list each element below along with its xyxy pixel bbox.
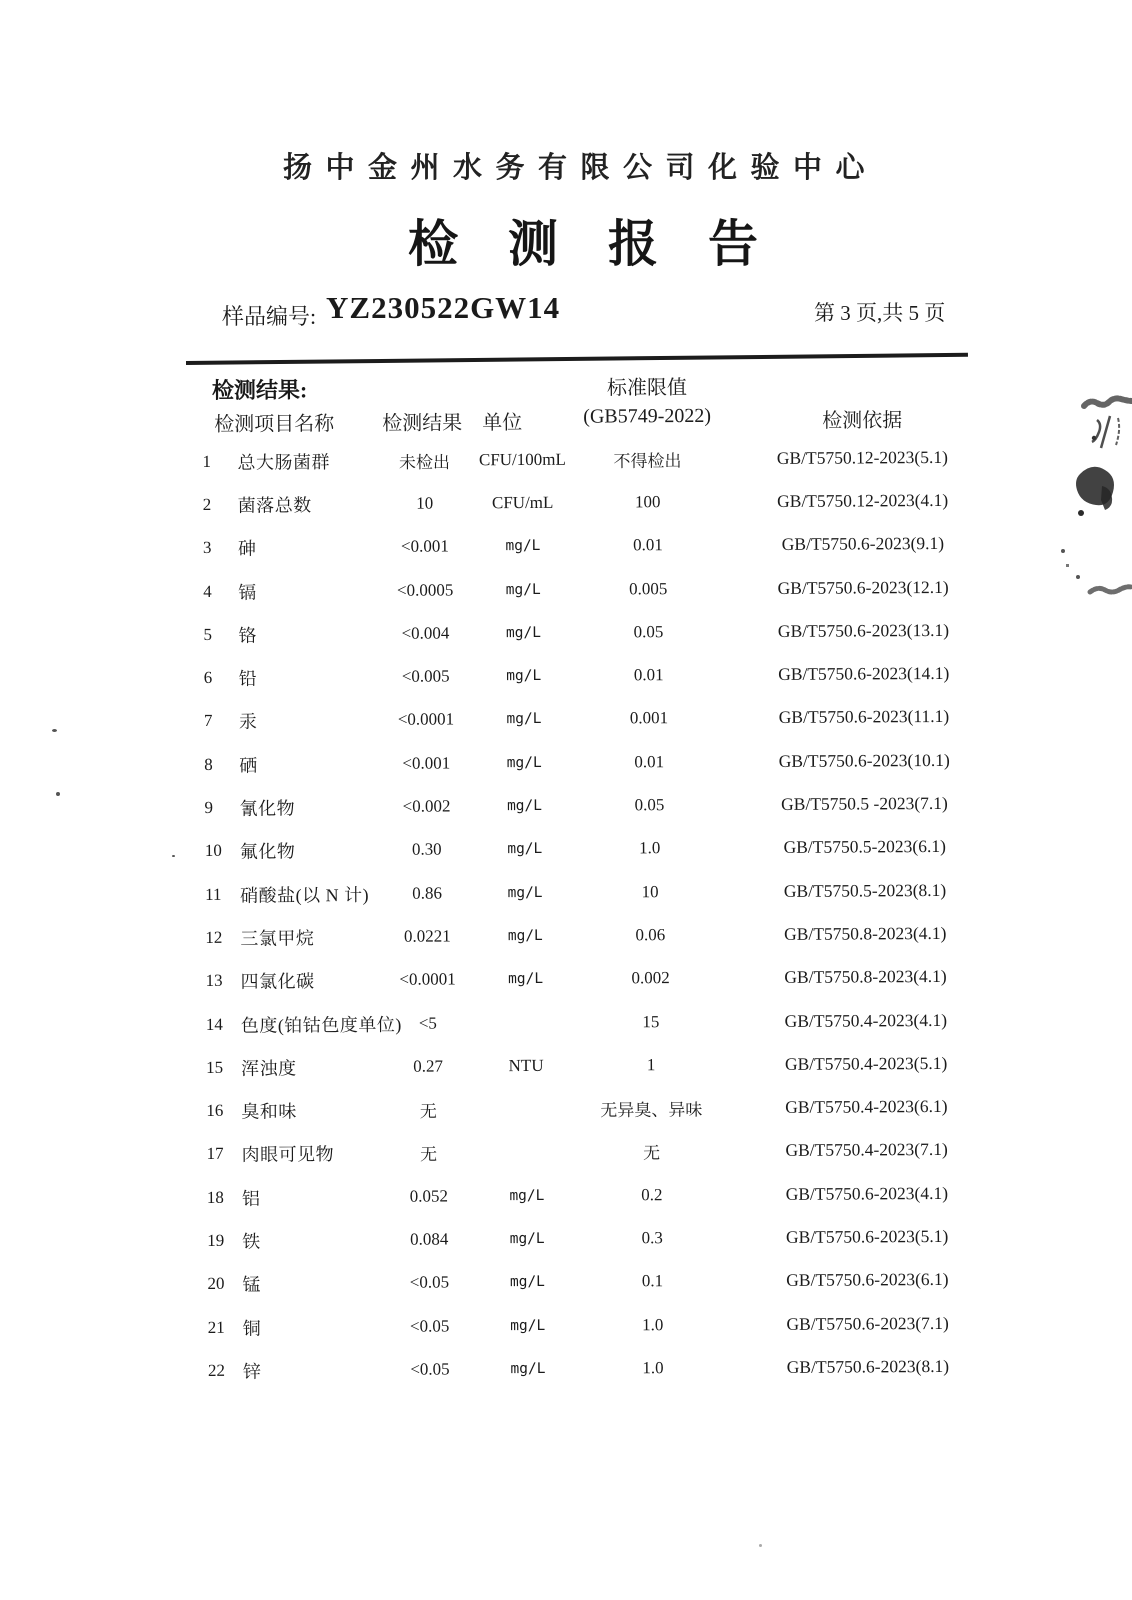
item-limit: 0.05 xyxy=(633,621,664,642)
item-unit: mg/L xyxy=(509,1187,545,1204)
dust-speck xyxy=(172,855,175,857)
sample-number-value: YZ230522GW14 xyxy=(326,290,561,325)
item-limit: 1.0 xyxy=(642,1314,664,1334)
column-header-limit-line2: (GB5749-2022) xyxy=(583,404,712,428)
item-limit: 1.0 xyxy=(642,1358,664,1378)
item-name: 臭和味 xyxy=(241,1101,297,1122)
item-unit: mg/L xyxy=(510,1317,546,1334)
item-basis: GB/T5750.6-2023(12.1) xyxy=(777,576,949,598)
item-basis: GB/T5750.5-2023(6.1) xyxy=(783,836,947,858)
item-basis: GB/T5750.12-2023(5.1) xyxy=(776,446,948,468)
row-number: 11 xyxy=(204,884,222,904)
table-row xyxy=(200,955,990,1003)
page-indicator: 第 3 页,共 5 页 xyxy=(814,301,946,325)
item-unit: mg/L xyxy=(509,1230,545,1248)
table-row xyxy=(201,1041,991,1089)
row-number: 20 xyxy=(207,1274,225,1294)
item-basis: GB/T5750.4-2023(4.1) xyxy=(784,1009,948,1031)
item-basis: GB/T5750.6-2023(11.1) xyxy=(778,706,950,728)
column-header-limit-line1: 标准限值 xyxy=(606,377,688,400)
item-limit: 0.01 xyxy=(634,751,665,772)
dust-speck xyxy=(56,792,60,796)
column-header-basis: 检测依据 xyxy=(822,409,903,433)
item-result: 未检出 xyxy=(398,452,450,472)
dust-speck xyxy=(52,729,57,732)
item-limit: 0.06 xyxy=(635,925,666,945)
item-limit: 0.005 xyxy=(629,578,668,598)
item-name: 铅 xyxy=(238,668,258,689)
item-result: 10 xyxy=(416,493,434,513)
item-unit: mg/L xyxy=(506,754,542,771)
item-result: <5 xyxy=(418,1013,437,1033)
item-result: 0.084 xyxy=(409,1229,449,1249)
table-row xyxy=(203,1344,993,1392)
item-result: 无 xyxy=(419,1102,437,1122)
item-limit: 不得检出 xyxy=(613,451,682,471)
item-unit: mg/L xyxy=(510,1360,546,1377)
row-number: 5 xyxy=(203,624,213,644)
item-result: 无 xyxy=(420,1145,438,1165)
table-row xyxy=(198,478,988,526)
item-limit: 1 xyxy=(646,1055,656,1075)
item-unit: mg/L xyxy=(505,538,541,555)
item-name: 铝 xyxy=(241,1188,261,1209)
item-name: 菌落总数 xyxy=(237,495,312,516)
item-basis: GB/T5750.4-2023(7.1) xyxy=(785,1139,948,1161)
item-basis: GB/T5750.12-2023(4.1) xyxy=(777,489,949,511)
item-name: 三氯甲烷 xyxy=(240,928,315,949)
item-unit: mg/L xyxy=(507,884,543,901)
item-result: <0.05 xyxy=(409,1272,450,1293)
table-row xyxy=(199,738,989,786)
dust-speck xyxy=(759,1544,762,1547)
results-rows xyxy=(197,435,993,1392)
item-result: <0.001 xyxy=(402,753,451,773)
table-row xyxy=(200,868,990,916)
item-name: 铜 xyxy=(242,1318,262,1339)
item-limit: 15 xyxy=(642,1011,660,1031)
item-limit: 1.0 xyxy=(639,838,661,858)
item-result: <0.0001 xyxy=(399,969,456,989)
item-limit: 无 xyxy=(643,1144,661,1164)
row-number: 19 xyxy=(207,1230,225,1250)
column-header-item-name: 检测项目名称 xyxy=(214,413,335,436)
row-number: 2 xyxy=(202,494,212,514)
item-unit: mg/L xyxy=(506,711,542,728)
item-basis: GB/T5750.5 -2023(7.1) xyxy=(781,792,948,814)
item-result: <0.0005 xyxy=(396,579,454,600)
column-header-unit: 单位 xyxy=(482,412,523,435)
item-unit: mg/L xyxy=(507,797,543,815)
item-basis: GB/T5750.8-2023(4.1) xyxy=(784,922,947,944)
item-limit: 0.001 xyxy=(629,708,669,728)
row-number: 8 xyxy=(204,754,213,774)
item-limit: 0.2 xyxy=(641,1184,663,1204)
item-limit: 0.1 xyxy=(641,1271,664,1291)
item-name: 四氯化碳 xyxy=(240,971,315,992)
item-name: 硝酸盐(以 N 计) xyxy=(239,884,370,906)
item-name: 氰化物 xyxy=(239,798,296,819)
item-name: 锌 xyxy=(242,1361,262,1382)
sample-number-label: 样品编号: xyxy=(222,304,317,329)
table-row xyxy=(200,825,990,873)
table-row xyxy=(201,1085,991,1133)
item-unit: mg/L xyxy=(509,1274,545,1291)
table-row xyxy=(199,782,989,830)
item-unit: mg/L xyxy=(505,581,541,598)
row-number: 21 xyxy=(207,1317,225,1337)
table-row xyxy=(198,565,988,613)
item-result: <0.002 xyxy=(402,796,451,816)
item-unit: CFU/100mL xyxy=(478,449,566,469)
item-name: 砷 xyxy=(237,538,257,559)
item-unit: mg/L xyxy=(507,841,543,858)
item-limit: 100 xyxy=(634,492,661,512)
item-result: 0.30 xyxy=(411,839,442,860)
item-result: <0.001 xyxy=(400,536,449,556)
results-section-label: 检测结果: xyxy=(211,377,308,403)
item-limit: 0.002 xyxy=(631,968,670,988)
row-number: 16 xyxy=(206,1100,224,1121)
row-number: 4 xyxy=(203,581,212,601)
row-number: 13 xyxy=(205,971,223,991)
organization-title: 扬中金州水务有限公司化验中心 xyxy=(283,152,879,184)
table-row xyxy=(202,1215,992,1263)
item-limit: 0.3 xyxy=(641,1228,663,1248)
item-name: 浑浊度 xyxy=(241,1058,297,1079)
item-basis: GB/T5750.6-2023(13.1) xyxy=(777,619,950,641)
item-name: 氟化物 xyxy=(239,841,296,863)
item-basis: GB/T5750.6-2023(4.1) xyxy=(785,1182,949,1204)
item-name: 铬 xyxy=(238,625,258,646)
item-limit: 0.05 xyxy=(634,795,665,815)
item-limit: 0.01 xyxy=(632,535,663,555)
item-limit: 10 xyxy=(641,881,659,901)
item-basis: GB/T5750.6-2023(14.1) xyxy=(778,663,950,685)
item-result: 0.86 xyxy=(412,883,442,903)
table-row xyxy=(199,695,989,743)
item-result: 0.052 xyxy=(409,1186,449,1206)
item-name: 总大肠菌群 xyxy=(237,451,330,473)
table-row xyxy=(200,911,990,959)
table-row xyxy=(203,1301,993,1349)
item-name: 硒 xyxy=(239,755,258,776)
item-basis: GB/T5750.4-2023(5.1) xyxy=(784,1052,948,1074)
item-basis: GB/T5750.6-2023(8.1) xyxy=(786,1355,950,1377)
item-name: 镉 xyxy=(238,582,257,603)
table-row xyxy=(202,1258,992,1306)
item-result: <0.004 xyxy=(401,623,450,643)
table-row xyxy=(202,1171,992,1219)
row-number: 10 xyxy=(204,841,222,861)
item-result: 0.27 xyxy=(413,1056,444,1076)
item-name: 铁 xyxy=(242,1231,261,1252)
item-result: <0.05 xyxy=(410,1359,450,1379)
item-unit: NTU xyxy=(508,1055,544,1075)
table-row xyxy=(198,608,988,656)
row-number: 7 xyxy=(203,711,213,731)
item-basis: GB/T5750.6-2023(7.1) xyxy=(786,1312,949,1334)
item-result: <0.05 xyxy=(409,1316,450,1336)
row-number: 9 xyxy=(204,797,214,817)
row-number: 1 xyxy=(202,451,211,471)
item-name: 肉眼可见物 xyxy=(241,1144,335,1166)
item-basis: GB/T5750.6-2023(5.1) xyxy=(785,1225,949,1247)
item-name: 锰 xyxy=(242,1274,261,1296)
item-basis: GB/T5750.8-2023(4.1) xyxy=(784,966,947,988)
column-header-result: 检测结果 xyxy=(382,412,463,435)
item-result: <0.005 xyxy=(401,666,450,686)
table-row xyxy=(199,652,989,700)
item-unit: mg/L xyxy=(507,927,543,945)
item-result: <0.0001 xyxy=(397,709,455,730)
item-result: 0.0221 xyxy=(403,926,451,946)
item-unit: CFU/mL xyxy=(491,492,554,513)
item-limit: 无异臭、异味 xyxy=(600,1100,703,1121)
row-number: 18 xyxy=(206,1187,224,1207)
item-unit: mg/L xyxy=(508,971,544,988)
results-table xyxy=(197,361,993,1426)
item-basis: GB/T5750.6-2023(10.1) xyxy=(778,749,950,771)
row-number: 14 xyxy=(205,1014,223,1034)
row-number: 3 xyxy=(202,538,212,558)
table-row xyxy=(198,522,988,570)
table-row xyxy=(202,1128,992,1176)
row-number: 6 xyxy=(203,668,213,688)
item-unit: mg/L xyxy=(505,624,541,641)
item-limit: 0.01 xyxy=(633,665,664,685)
table-row xyxy=(201,998,991,1046)
item-name: 汞 xyxy=(238,712,258,733)
item-basis: GB/T5750.5-2023(8.1) xyxy=(783,879,947,901)
item-basis: GB/T5750.6-2023(9.1) xyxy=(781,533,945,555)
row-number: 12 xyxy=(205,927,223,947)
row-number: 17 xyxy=(206,1144,224,1164)
row-number: 22 xyxy=(207,1360,226,1380)
item-name: 色度(铂钴色度单位) xyxy=(240,1014,402,1036)
ink-blot-artifact xyxy=(1050,378,1132,610)
item-basis: GB/T5750.6-2023(6.1) xyxy=(786,1269,949,1291)
row-number: 15 xyxy=(206,1057,224,1077)
table-row xyxy=(197,435,987,483)
item-unit: mg/L xyxy=(506,668,542,685)
item-basis: GB/T5750.4-2023(6.1) xyxy=(785,1096,948,1118)
report-title: 检测报告 xyxy=(408,216,808,272)
